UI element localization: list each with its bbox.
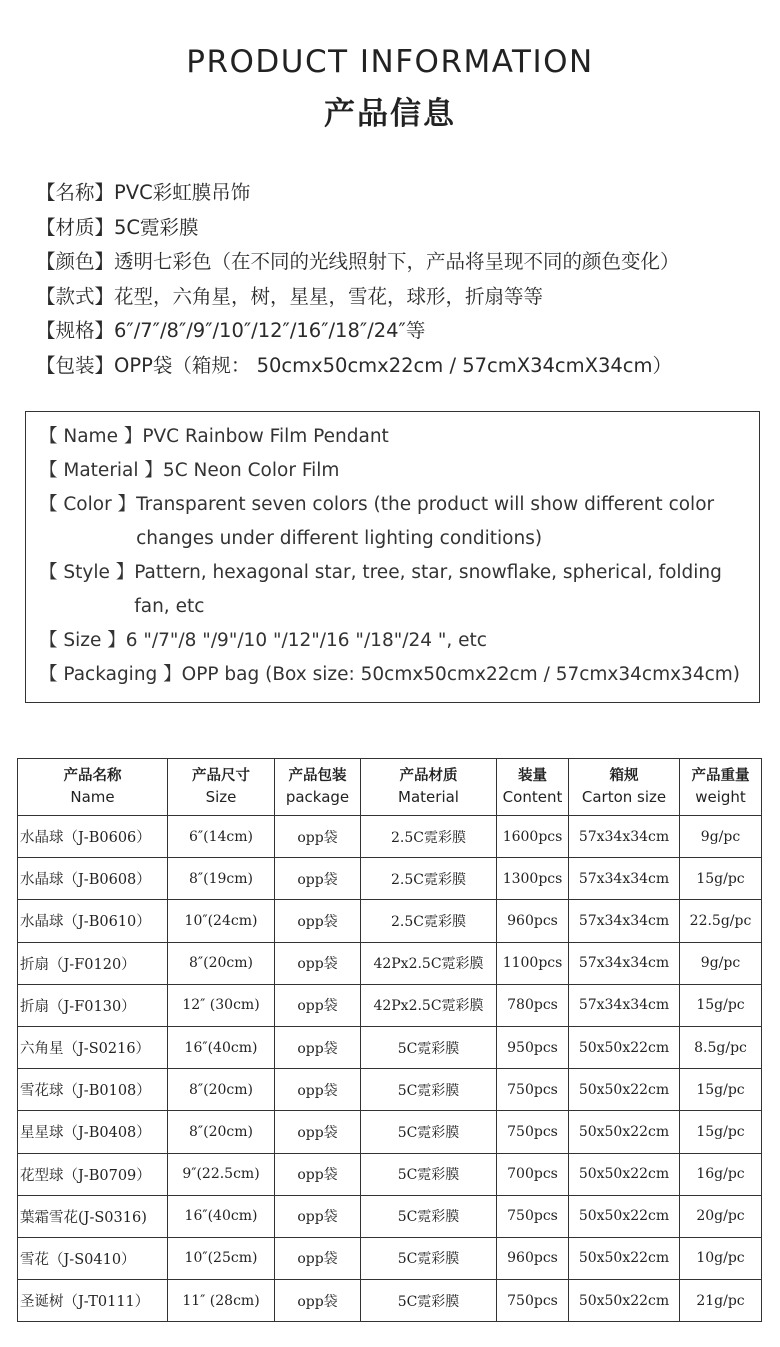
english-spec-box [25, 411, 760, 703]
name-cell: 圣诞树（J-T0111） [18, 1280, 168, 1322]
spec-line-material-cn [36, 211, 756, 246]
table-row [18, 1069, 762, 1111]
header-en: Name [70, 788, 115, 806]
spec-row-name-en [39, 420, 759, 454]
table-row [18, 1237, 762, 1279]
spec-value: Pattern, hexagonal star, tree, star, snowflake, spherical, folding fan, etc [134, 562, 722, 617]
header-en: Carton size [581, 788, 667, 806]
spec-label: 【规格】 [36, 319, 115, 342]
package-cell: opp袋 [275, 858, 361, 900]
content-cell: 750pcs [497, 1280, 569, 1322]
name-cell: 葉霜雪花(J-S0316) [18, 1195, 168, 1237]
spec-label: 【名称】 [36, 181, 115, 204]
content-cell: 960pcs [497, 900, 569, 942]
name-cell: 折扇（J-F0130） [18, 984, 168, 1026]
spec-row-style-en [39, 556, 759, 624]
header-cn: 装量 [518, 768, 547, 784]
spec-value: OPP袋（箱规： 50cmx50cmx22cm / 57cmX34cmX34cm） [114, 353, 673, 377]
size-cell: 8″(20cm) [168, 1111, 275, 1153]
spec-value: 5C Neon Color Film [162, 460, 340, 481]
spec-label: 【 Size 】 [39, 630, 126, 651]
size-cell: 11″ (28cm) [168, 1280, 275, 1322]
table-header-row [18, 759, 762, 816]
spec-label: 【款式】 [36, 284, 115, 308]
chinese-spec-list [36, 176, 756, 383]
header-en: Size [205, 788, 237, 806]
carton-size-cell: 50x50x22cm [569, 1280, 680, 1322]
spec-row-material-en [39, 454, 759, 488]
header-cn: 产品名称 [63, 768, 122, 784]
material-cell: 5C霓彩膜 [361, 1069, 497, 1111]
header-en: weight [695, 788, 746, 806]
package-cell: opp袋 [275, 1026, 361, 1068]
name-cell: 雪花（J-S0410） [18, 1237, 168, 1279]
weight-cell: 15g/pc [680, 1069, 762, 1111]
package-cell: opp袋 [275, 1153, 361, 1195]
carton-size-cell: 50x50x22cm [569, 1237, 680, 1279]
material-cell: 5C霓彩膜 [361, 1026, 497, 1068]
package-cell: opp袋 [275, 984, 361, 1026]
material-cell: 2.5C霓彩膜 [361, 816, 497, 858]
name-cell: 水晶球（J-B0606） [18, 816, 168, 858]
name-cell: 花型球（J-B0709） [18, 1153, 168, 1195]
spec-value: Transparent seven colors (the product will show different color changes under different lighting conditions) [136, 494, 715, 549]
carton-size-cell: 57x34x34cm [569, 858, 680, 900]
header-cn: 产品重量 [691, 768, 750, 784]
content-cell: 1600pcs [497, 816, 569, 858]
carton-size-cell: 50x50x22cm [569, 1153, 680, 1195]
spec-row-packaging-en [39, 658, 759, 692]
carton-size-cell: 57x34x34cm [569, 900, 680, 942]
size-cell: 16″(40cm) [168, 1026, 275, 1068]
carton-size-cell: 50x50x22cm [569, 1111, 680, 1153]
name-cell: 折扇（J-F0120） [18, 942, 168, 984]
spec-value: 6 "/7"/8 "/9"/10 "/12"/16 "/18"/24 ", etc [125, 630, 487, 651]
weight-cell: 22.5g/pc [680, 900, 762, 942]
weight-cell: 15g/pc [680, 1111, 762, 1153]
weight-cell: 9g/pc [680, 816, 762, 858]
content-cell: 960pcs [497, 1237, 569, 1279]
column-header-content [497, 759, 569, 816]
spec-label: 【包装】 [36, 353, 115, 377]
material-cell: 5C霓彩膜 [361, 1195, 497, 1237]
weight-cell: 10g/pc [680, 1237, 762, 1279]
spec-label: 【 Style 】 [39, 562, 135, 583]
column-header-weight [680, 759, 762, 816]
package-cell: opp袋 [275, 1237, 361, 1279]
size-cell: 9″(22.5cm) [168, 1153, 275, 1195]
spec-value: PVC彩虹膜吊饰 [114, 181, 251, 204]
table-row [18, 942, 762, 984]
content-cell: 700pcs [497, 1153, 569, 1195]
column-header-package [275, 759, 361, 816]
package-cell: opp袋 [275, 1280, 361, 1322]
content-cell: 750pcs [497, 1111, 569, 1153]
content-cell: 1300pcs [497, 858, 569, 900]
weight-cell: 15g/pc [680, 984, 762, 1026]
content-cell: 1100pcs [497, 942, 569, 984]
spec-value: 花型，六角星，树，星星，雪花，球形，折扇等等 [114, 284, 544, 308]
header-en: Content [502, 788, 563, 806]
spec-line-color-cn [36, 245, 756, 280]
spec-value: 5C霓彩膜 [114, 215, 199, 239]
size-cell: 10″(25cm) [168, 1237, 275, 1279]
material-cell: 5C霓彩膜 [361, 1237, 497, 1279]
material-cell: 42Px2.5C霓彩膜 [361, 942, 497, 984]
weight-cell: 16g/pc [680, 1153, 762, 1195]
spec-value: 6″/7″/8″/9″/10″/12″/16″/18″/24″等 [114, 319, 426, 342]
table-row [18, 1195, 762, 1237]
spec-label: 【 Packaging 】 [39, 664, 182, 685]
spec-line-packaging-cn [36, 349, 756, 384]
weight-cell: 15g/pc [680, 858, 762, 900]
spec-row-size-en [39, 624, 759, 658]
spec-line-name-cn [36, 176, 756, 211]
package-cell: opp袋 [275, 942, 361, 984]
carton-size-cell: 57x34x34cm [569, 816, 680, 858]
spec-row-color-en [39, 488, 759, 556]
header-en: package [285, 788, 350, 806]
column-header-size [168, 759, 275, 816]
package-cell: opp袋 [275, 816, 361, 858]
table-row [18, 1111, 762, 1153]
weight-cell: 20g/pc [680, 1195, 762, 1237]
size-cell: 8″(20cm) [168, 1069, 275, 1111]
weight-cell: 9g/pc [680, 942, 762, 984]
material-cell: 5C霓彩膜 [361, 1280, 497, 1322]
table-row [18, 858, 762, 900]
carton-size-cell: 50x50x22cm [569, 1069, 680, 1111]
spec-label: 【 Name 】 [39, 426, 143, 447]
carton-size-cell: 57x34x34cm [569, 942, 680, 984]
name-cell: 六角星（J-S0216） [18, 1026, 168, 1068]
content-cell: 780pcs [497, 984, 569, 1026]
size-cell: 12″ (30cm) [168, 984, 275, 1026]
table-row [18, 984, 762, 1026]
package-cell: opp袋 [275, 900, 361, 942]
table-row [18, 1153, 762, 1195]
spec-label: 【 Color 】 [39, 494, 137, 515]
header-cn: 产品尺寸 [192, 768, 250, 784]
header-cn: 箱规 [609, 768, 639, 784]
weight-cell: 21g/pc [680, 1280, 762, 1322]
size-cell: 8″(20cm) [168, 942, 275, 984]
material-cell: 5C霓彩膜 [361, 1111, 497, 1153]
page-title-cn: 产品信息 [324, 96, 456, 132]
spec-label: 【颜色】 [36, 250, 115, 273]
spec-value: OPP bag (Box size: 50cmx50cmx22cm / 57cmx34cmx34cm) [181, 664, 741, 685]
name-cell: 雪花球（J-B0108） [18, 1069, 168, 1111]
table-body [18, 816, 762, 1322]
table-row [18, 900, 762, 942]
spec-value: 透明七彩色（在不同的光线照射下，产品将呈现不同的颜色变化） [114, 250, 680, 273]
spec-value: PVC Rainbow Film Pendant [142, 426, 389, 447]
size-cell: 16″(40cm) [168, 1195, 275, 1237]
package-cell: opp袋 [275, 1069, 361, 1111]
column-header-name [18, 759, 168, 816]
name-cell: 水晶球（J-B0608） [18, 858, 168, 900]
header-cn: 产品材质 [399, 768, 458, 784]
name-cell: 星星球（J-B0408） [18, 1111, 168, 1153]
name-cell: 水晶球（J-B0610） [18, 900, 168, 942]
table-row [18, 816, 762, 858]
spec-line-size-cn [36, 314, 756, 349]
column-header-material [361, 759, 497, 816]
size-cell: 10″(24cm) [168, 900, 275, 942]
material-cell: 5C霓彩膜 [361, 1153, 497, 1195]
carton-size-cell: 50x50x22cm [569, 1195, 680, 1237]
size-cell: 6″(14cm) [168, 816, 275, 858]
spec-label: 【材质】 [36, 215, 115, 239]
header-cn: 产品包装 [288, 768, 347, 784]
table-row [18, 1280, 762, 1322]
page-title-en: PRODUCT INFORMATION [186, 44, 594, 80]
size-cell: 8″(19cm) [168, 858, 275, 900]
carton-size-cell: 57x34x34cm [569, 984, 680, 1026]
material-cell: 2.5C霓彩膜 [361, 900, 497, 942]
table-row [18, 1026, 762, 1068]
carton-size-cell: 50x50x22cm [569, 1026, 680, 1068]
material-cell: 42Px2.5C霓彩膜 [361, 984, 497, 1026]
package-cell: opp袋 [275, 1195, 361, 1237]
header-en: Material [398, 788, 459, 806]
spec-line-style-cn [36, 280, 756, 315]
product-table [17, 758, 762, 1322]
spec-label: 【 Material 】 [39, 460, 163, 481]
content-cell: 750pcs [497, 1195, 569, 1237]
weight-cell: 8.5g/pc [680, 1026, 762, 1068]
content-cell: 750pcs [497, 1069, 569, 1111]
content-cell: 950pcs [497, 1026, 569, 1068]
package-cell: opp袋 [275, 1111, 361, 1153]
material-cell: 2.5C霓彩膜 [361, 858, 497, 900]
column-header-carton-size [569, 759, 680, 816]
